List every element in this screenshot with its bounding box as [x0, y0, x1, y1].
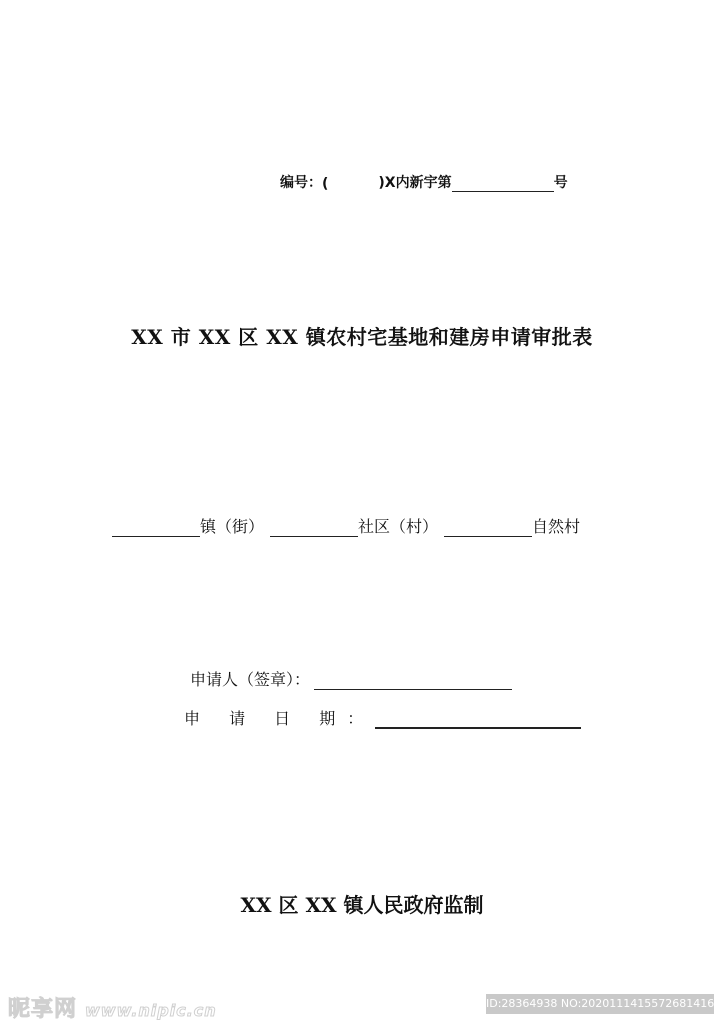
issuer-footer: XX 区 XX 镇人民政府监制	[240, 893, 484, 917]
serial-paren-close: )X内新宇第	[378, 175, 452, 191]
serial-label: 编号：	[280, 175, 322, 191]
applicant-signature-field[interactable]	[314, 671, 512, 690]
serial-number-line	[280, 172, 568, 192]
form-title: XX 市 XX 区 XX 镇农村宅基地和建房申请审批表	[131, 325, 593, 349]
site-name: 昵享网	[8, 997, 78, 1022]
applicant-label: 申请人（签章）：	[190, 670, 311, 689]
location-line	[112, 514, 580, 537]
village-field[interactable]	[444, 518, 532, 537]
village-label: 自然村	[532, 517, 581, 536]
town-field[interactable]	[112, 518, 200, 537]
community-label: 社区（村）	[358, 517, 439, 536]
serial-number-field[interactable]	[452, 177, 554, 192]
application-date-field[interactable]	[375, 709, 581, 729]
application-date-line	[184, 706, 581, 729]
serial-suffix: 号	[553, 175, 568, 191]
date-label: 申 请 日 期：	[184, 709, 376, 728]
image-id-badge: ID:28364938 NO:20201114155726814162	[486, 994, 714, 1014]
site-watermark	[8, 992, 217, 1023]
serial-paren-open: (	[322, 176, 329, 192]
site-url: www.nipic.cn	[85, 1001, 217, 1020]
town-label: 镇（街）	[200, 517, 265, 536]
community-field[interactable]	[270, 518, 358, 537]
applicant-signature-line	[190, 667, 512, 690]
